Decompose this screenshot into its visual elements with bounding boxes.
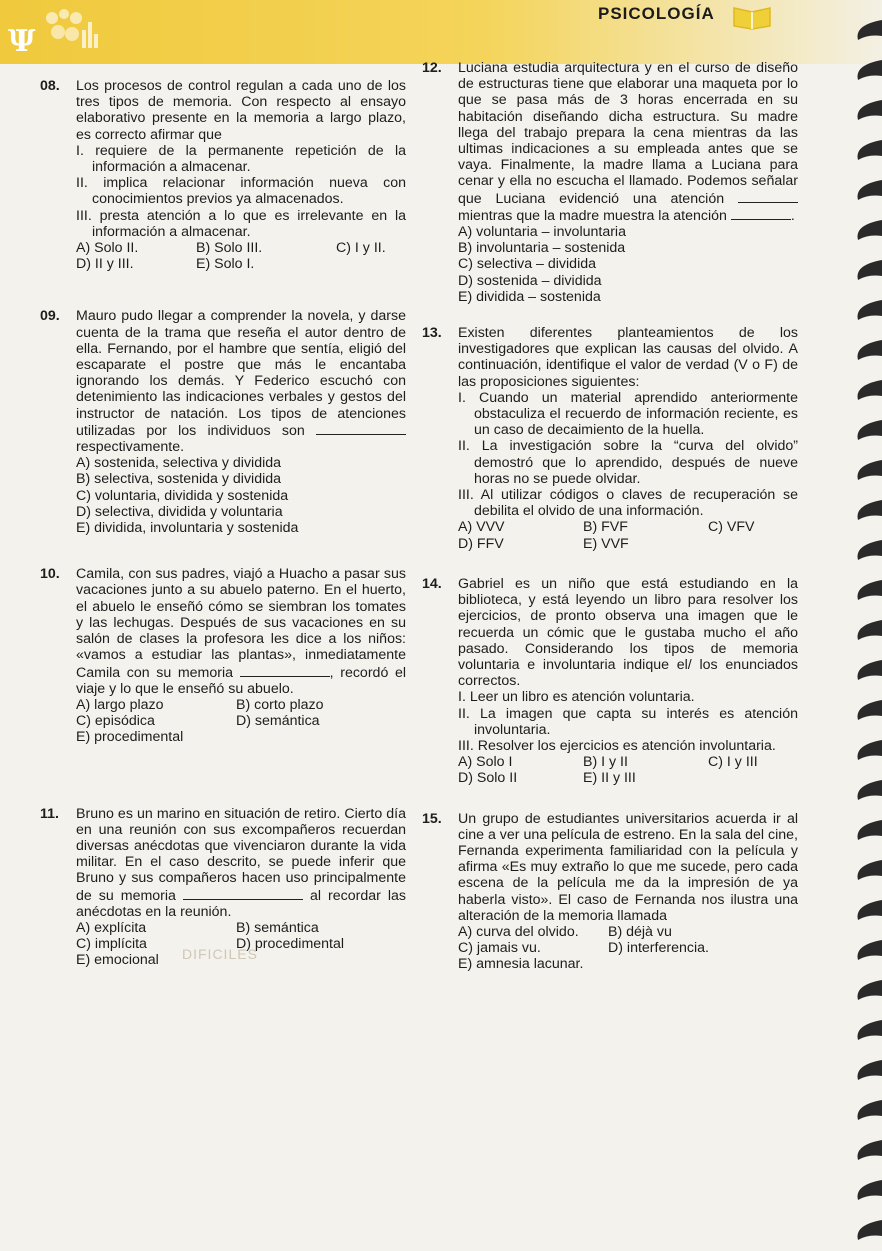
option-e[interactable]: E) amnesia lacunar.	[458, 956, 584, 973]
statement: II. implica relacionar información nueva con conocimientos previos ya almacenados.	[76, 175, 406, 208]
answer-blank	[738, 190, 798, 203]
question-number: 13.	[422, 325, 442, 342]
statement: III. presta atención a lo que es irrelevante en la información a almacenar.	[76, 207, 406, 240]
option-c[interactable]: C) I y II.	[336, 240, 386, 257]
option-a[interactable]: A) VVV	[458, 519, 505, 536]
option-a[interactable]: A) Solo I	[458, 754, 513, 771]
answer-blank	[183, 887, 303, 900]
option-b[interactable]: B) semántica	[236, 919, 319, 936]
option-d[interactable]: D) selectiva, dividida y voluntaria	[76, 503, 283, 520]
options	[76, 240, 406, 272]
option-e[interactable]: E) dividida, involuntaria y sostenida	[76, 520, 299, 537]
answer-blank	[240, 664, 330, 677]
statement: I. Cuando un material aprendido anteriormente obstaculiza el recuerdo de información reciente, es un caso de decaimiento de la huella.	[458, 389, 798, 439]
statement: I. requiere de la permanente repetición de la información a almacenar.	[76, 142, 406, 176]
option-b[interactable]: B) I y II	[583, 754, 628, 771]
question-number: 08.	[40, 78, 60, 94]
option-c[interactable]: C) episódica	[76, 713, 155, 730]
question-stem: Luciana estudia arquitectura y en el curso de diseño de estructuras tiene que elaborar una maqueta por lo que se pasa más de 3 horas encerrada en su habitación diseñando dicha estructura. Su madre llega del trabajo prepara la cena mientras da las ultimas indicaciones a su empleada antes que se vaya. Finalmente, la madre llama a Luciana para cenar y ella no escucha el llamado. Podemos señalar que Luciana evidenció una atención	[458, 60, 798, 207]
option-e[interactable]: E) emocional	[76, 952, 159, 969]
options	[458, 519, 798, 551]
option-d[interactable]: D) procedimental	[236, 936, 345, 953]
question-stem: Un grupo de estudiantes universitarios acuerda ir al cine a ver una película de estreno. En la sala del cine, Fernanda experimenta familiaridad con la película y afirma «Es muy extraño lo que me sucede, pero cada escena de la película me da la impresión de ya haberla visto». El caso de Fernanda nos ilustra una alteración de la memoria llamada	[458, 810, 798, 924]
question-stem: Camila, con sus padres, viajó a Huacho a pasar sus vacaciones junto a su abuelo paterno. En el huerto, el abuelo le enseñó cómo se siembran los tomates y las lechugas. Después de sus vacaciones en su salón de clases la profesora les dice a los niños: «vamos a estudiar las plantas», inmediatamente Camila con su memoria	[76, 566, 406, 681]
page-header	[0, 0, 882, 64]
question-15	[422, 810, 798, 973]
binder-rings-icon	[844, 0, 882, 1251]
option-e[interactable]: E) VVF	[583, 535, 629, 552]
answer-blank	[316, 422, 406, 435]
option-c[interactable]: C) implícita	[76, 936, 147, 953]
option-d[interactable]: D) interferencia.	[608, 940, 709, 957]
option-b[interactable]: B) FVF	[583, 519, 628, 536]
brain-icon	[38, 4, 98, 56]
option-c[interactable]: C) selectiva – dividida	[458, 256, 596, 273]
question-12: 12. Luciana estudia arquitectura y en el curso de diseño de estructuras tiene que elaborar una maqueta por lo que se pasa más de 3 horas encerrada en su habitación diseñando dicha estructura. Su madre llega del trabajo prepara la cena mientras da las ultimas indicaciones a su empleada antes que se vaya. Finalmente, la madre llama a Luciana para cenar y ella no escucha el llamado. Podemos señalar que Luciana evidenció una atención mientras que la madre muestra la atención . A) voluntaria – involuntaria B) involuntaria – sostenida C) selectiva – dividida D) sostenida – dividida E) dividida – sostenida	[422, 60, 798, 305]
question-stem: Existen diferentes planteamientos de los investigadores que explican las causas del olvido. A continuación, identifique el valor de verdad (V o F) de las proposiciones siguientes:	[458, 325, 798, 390]
option-c[interactable]: C) VFV	[708, 519, 755, 536]
question-stem: Mauro pudo llegar a comprender la novela, y darse cuenta de la trama que reseña el autor dentro de ella. Fernando, por el hambre que sentía, eligió del escaparate el postre que más le encantaba ignorando los demás. Y Federico escuchó con detenimiento las indicaciones verbales y gestos del instructor de natación. Los tipos de atenciones utilizadas por los individuos son	[76, 308, 406, 439]
option-a[interactable]: A) sostenida, selectiva y dividida	[76, 455, 282, 472]
question-13	[422, 325, 798, 552]
options	[76, 697, 406, 746]
question-stem-end: , recordó el viaje y lo que le enseñó su abuelo.	[76, 664, 406, 697]
question-number: 15.	[422, 810, 442, 827]
option-d[interactable]: D) Solo II	[458, 770, 518, 787]
option-b[interactable]: B) selectiva, sostenida y dividida	[76, 471, 282, 488]
option-e[interactable]: E) Solo I.	[196, 256, 255, 273]
statement: II. La imagen que capta su interés es atención involuntaria.	[458, 705, 798, 738]
option-a[interactable]: A) largo plazo	[76, 696, 164, 713]
option-b[interactable]: B) Solo III.	[196, 240, 263, 257]
statement: III. Resolver los ejercicios es atención involuntaria.	[458, 737, 776, 754]
question-14	[422, 575, 798, 787]
answer-blank	[731, 207, 791, 220]
option-d[interactable]: D) sostenida – dividida	[458, 272, 602, 289]
statement: III. Al utilizar códigos o claves de recuperación se debilita el olvido de una información.	[458, 487, 798, 520]
left-column	[40, 78, 406, 987]
section-label: DIFICILES	[182, 946, 258, 962]
question-11	[40, 805, 406, 969]
options	[458, 924, 798, 973]
question-number: 09.	[40, 308, 60, 325]
question-number: 11.	[40, 805, 59, 822]
statement: I. Leer un libro es atención voluntaria.	[458, 689, 695, 706]
question-stem: Gabriel es un niño que está estudiando en la biblioteca, y está leyendo un libro para resolver los ejercicios, de pronto observa una imagen que le recuerda un cómic que le gustaba mucho el año pasado. Considerando los tipos de memoria voluntaria e involuntaria indique el/ los enunciados correctos.	[458, 575, 798, 690]
option-b[interactable]: B) corto plazo	[236, 696, 324, 713]
question-stem: Los procesos de control regulan a cada uno de los tres tipos de memoria. Con respecto al ensayo elaborativo presente en la memoria a largo plazo, es correcto afirmar que	[76, 78, 406, 143]
option-b[interactable]: B) involuntaria – sostenida	[458, 240, 626, 257]
option-c[interactable]: C) I y III	[708, 754, 758, 771]
question-stem-mid: mientras que la madre muestra la atención	[458, 207, 727, 224]
option-a[interactable]: A) curva del olvido.	[458, 923, 579, 940]
option-c[interactable]: C) jamais vu.	[458, 940, 541, 957]
statement: II. La investigación sobre la “curva del olvido” demostró que lo aprendido, después de nueve horas no se puede olvidar.	[458, 438, 798, 487]
subject-title: PSICOLOGÍA	[598, 4, 715, 23]
question-number: 10.	[40, 566, 60, 583]
option-d[interactable]: D) FFV	[458, 535, 504, 552]
option-a[interactable]: A) explícita	[76, 919, 147, 936]
question-09	[40, 308, 406, 537]
right-column	[422, 60, 798, 991]
open-book-icon	[732, 2, 772, 30]
option-b[interactable]: B) déjà vu	[608, 923, 672, 940]
question-10	[40, 566, 406, 746]
question-stem-end: respectivamente.	[76, 439, 185, 456]
option-e[interactable]: E) II y III	[583, 770, 636, 787]
option-a[interactable]: A) voluntaria – involuntaria	[458, 224, 626, 241]
question-number: 14.	[422, 575, 442, 592]
option-e[interactable]: E) procedimental	[76, 729, 184, 746]
options	[458, 754, 798, 786]
psi-logo: Ψ	[8, 24, 36, 59]
question-stem-end: al recordar las anécdotas en la reunión.	[76, 887, 406, 920]
option-c[interactable]: C) voluntaria, dividida y sostenida	[76, 487, 289, 504]
question-08	[40, 78, 406, 273]
question-stem: Bruno es un marino en situación de retiro. Cierto día en una reunión con sus excompañeros recuerdan diversas anécdotas que vivenciaron durante la vida militar. En el caso descrito, se puede inferir que Bruno y sus compañeros hacen uso principalmente de su memoria	[76, 805, 406, 904]
option-d[interactable]: D) II y III.	[76, 256, 134, 273]
question-number: 12.	[422, 60, 442, 76]
option-d[interactable]: D) semántica	[236, 713, 320, 730]
option-a[interactable]: A) Solo II.	[76, 240, 139, 257]
option-e[interactable]: E) dividida – sostenida	[458, 288, 601, 305]
